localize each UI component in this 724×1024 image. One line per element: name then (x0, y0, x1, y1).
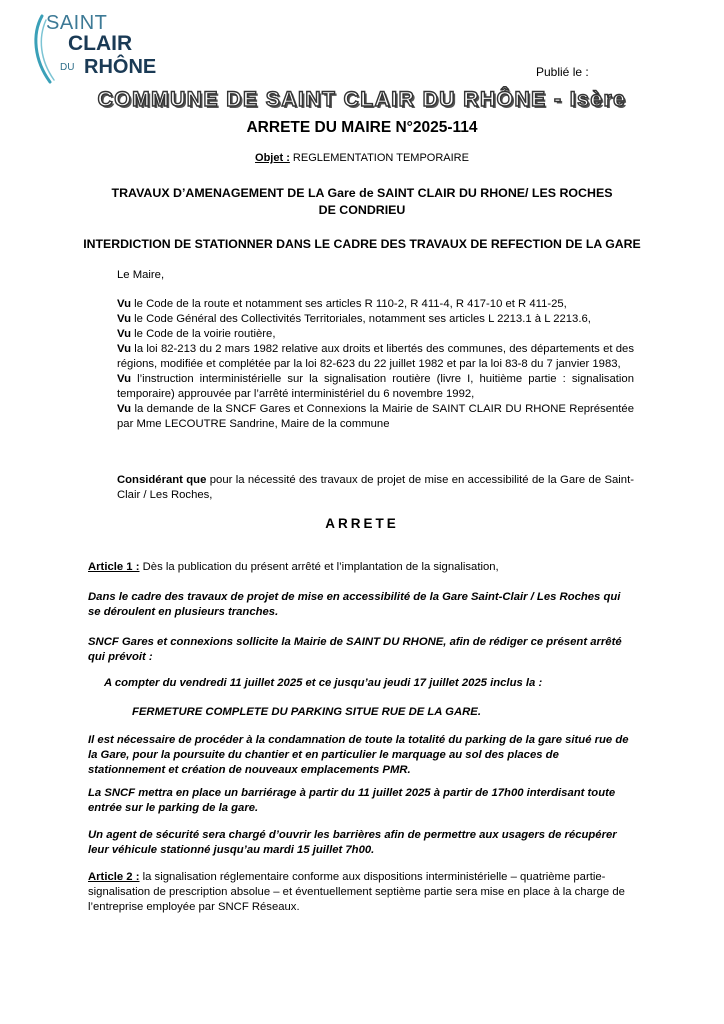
logo-text-clair: CLAIR (68, 32, 133, 55)
article-1-paragraph: Dans le cadre des travaux de projet de mise en accessibilité de la Gare Saint-Clair / Les Roches qui se déroulent en plusieurs tranches. (88, 591, 621, 618)
article-1-closure-notice: FERMETURE COMPLETE DU PARKING SITUE RUE DE LA GARE. (132, 706, 481, 718)
article-1-paragraph: SNCF Gares et connexions sollicite la Mairie de SAINT DU RHONE, afin de rédiger ce présent arrêté qui prévoit : (88, 636, 622, 663)
interdiction-title: INTERDICTION DE STATIONNER DANS LE CADRE DES TRAVAUX DE REFECTION DE LA GARE (83, 237, 641, 251)
travaux-title: TRAVAUX D’AMENAGEMENT DE LA Gare de SAINT CLAIR DU RHONE/ LES ROCHES DE CONDRIEU (111, 186, 613, 217)
vu-item: Vu la demande de la SNCF Gares et Connexions la Mairie de SAINT CLAIR DU RHONE Représentée par Mme LECOUTRE Sandrine, Maire de la commune (117, 403, 634, 430)
le-maire-line: Le Maire, (117, 269, 165, 281)
commune-header: COMMUNE DE SAINT CLAIR DU RHÔNE - Isère (97, 88, 627, 111)
objet-text: REGLEMENTATION TEMPORAIRE (289, 152, 469, 164)
article-1-label: Article 1 : (88, 561, 140, 573)
article-1-paragraph: Un agent de sécurité sera chargé d’ouvrir les barrières afin de permettre aux usagers de récupérer leur véhicule stationné jusqu’au mardi 15 juillet 7h00. (88, 829, 617, 856)
arrete-number: ARRETE DU MAIRE N°2025-114 (246, 119, 478, 136)
logo-text-du: DU (60, 62, 75, 73)
published-label: Publié le : (536, 65, 589, 79)
vu-item: Vu l’instruction interministérielle sur la signalisation routière (livre I, huitième partie : signalisation temporaire) approuvée par l’arrêté interministériel du 6 novembre 1992, (117, 373, 634, 400)
article-2-text: la signalisation réglementaire conforme aux dispositions interministérielle – quatrième partie-signalisation de prescription absolue – et éventuellement septième partie sera mise en place à la charge de l’entreprise employée par SNCF Réseaux. (88, 871, 625, 913)
vu-list (117, 297, 634, 432)
vu-item: Vu la loi 82-213 du 2 mars 1982 relative aux droits et libertés des communes, des départements et des régions, modifiée et complétée par la loi 82-623 du 22 juillet 1982 et par la loi 83-8 du 7 janvier 1983, (117, 343, 634, 370)
considerant-lead: Considérant que (117, 474, 207, 486)
vu-item: Vu le Code de la route et notamment ses articles R 110-2, R 411-4, R 417-10 et R 411-25, (117, 298, 567, 310)
vu-item: Vu le Code de la voirie routière, (117, 328, 276, 340)
logo-text-rhone: RHÔNE (84, 56, 157, 78)
article-1-date-range: A compter du vendredi 11 juillet 2025 et ce jusqu’au jeudi 17 juillet 2025 inclus la : (104, 677, 543, 689)
commune-logo (28, 10, 158, 88)
objet-label: Objet : (255, 152, 290, 164)
objet-line (0, 152, 724, 164)
vu-item: Vu le Code Général des Collectivités Territoriales, notamment ses articles L 2213.1 à L 2213.6, (117, 313, 591, 325)
logo-text-saint: SAINT (46, 12, 108, 34)
considerant-paragraph (117, 473, 634, 503)
article-2-label: Article 2 : (88, 871, 140, 883)
arrete-heading: ARRETE (325, 516, 399, 531)
article-1 (88, 560, 636, 575)
article-1-text: Dès la publication du présent arrêté et l’implantation de la signalisation, (139, 561, 499, 573)
article-1-paragraph: La SNCF mettra en place un barriérage à partir du 11 juillet 2025 à partir de 17h00 interdisant toute entrée sur le parking de la gare. (88, 787, 616, 814)
article-2 (88, 870, 636, 915)
article-1-paragraph: Il est nécessaire de procéder à la condamnation de toute la totalité du parking de la gare situé rue de la Gare, pour la poursuite du chantier et en particulier le marquage au sol des places de stationnement et création de nouveaux emplacements PMR. (88, 734, 629, 776)
considerant-text: pour la nécessité des travaux de projet de mise en accessibilité de la Gare de Saint-Clair / Les Roches, (117, 474, 634, 501)
